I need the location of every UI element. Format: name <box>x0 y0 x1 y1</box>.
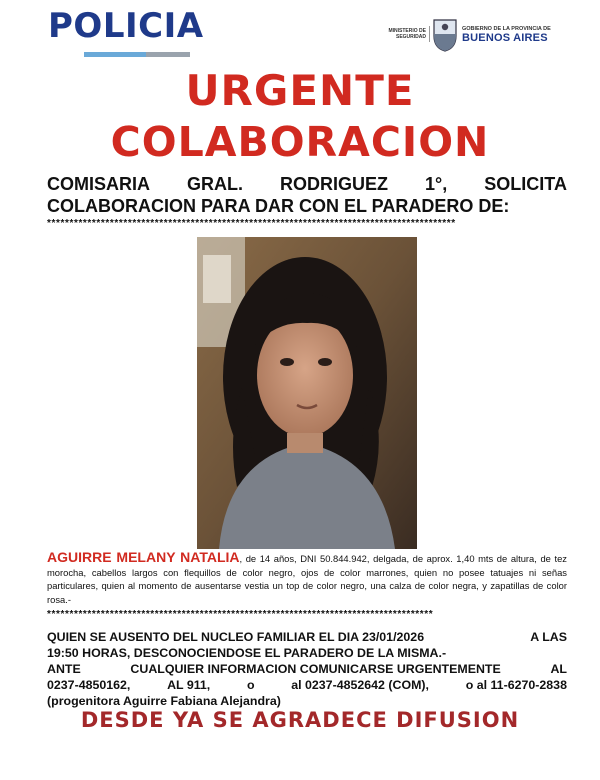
person-description <box>47 551 567 606</box>
info-line-1 <box>47 630 567 646</box>
intro-line-2: COLABORACION PARA DAR CON EL PARADERO DE: <box>47 196 510 216</box>
ministry-label: MINISTERIO DE SEGURIDAD <box>388 28 426 40</box>
phone-text: al 0237-4852642 (COM), <box>291 678 429 692</box>
intro-word: COMISARIA <box>47 174 150 194</box>
footer-thanks: DESDE YA SE AGRADECE DIFUSION <box>80 708 520 732</box>
policia-logo-text: POLICIA <box>48 6 204 46</box>
intro-line-1 <box>47 173 567 195</box>
logo-divider <box>429 26 430 42</box>
info-text: CUALQUIER INFORMACION COMUNICARSE URGENTEMENTE <box>130 662 501 676</box>
missing-person-photo <box>197 237 417 549</box>
provincial-shield-icon <box>432 16 458 52</box>
intro-word: GRAL. <box>187 174 244 194</box>
government-label: GOBIERNO DE LA PROVINCIA DE <box>462 26 551 32</box>
logo-stripe-gray <box>146 52 190 57</box>
info-line-3 <box>47 662 567 678</box>
province-label: BUENOS AIRES <box>462 32 548 44</box>
info-text: A LAS <box>530 630 567 644</box>
person-name: AGUIRRE MELANY NATALIA <box>47 549 240 565</box>
person-details: , de 14 años, DNI 50.844.942, delgada, de aprox. 1,40 mts de altura, de tez morocha, cabellos largos con flequillos de color negro, ojos de color marrones, quien no posee tatuajes ni señas particulares, quien al momento de ausentarse vestia un top de color negro, una calza de color negra, y zapatillas de color rosa.- <box>47 553 567 605</box>
info-line-2: 19:50 HORAS, DESCONOCIENDOSE EL PARADERO DE LA MISMA.- <box>47 646 447 660</box>
phone-text: 0237-4850162, <box>47 678 131 692</box>
title-colaboracion: COLABORACION <box>110 118 490 166</box>
info-line-5: (progenitora Aguirre Fabiana Alejandra) <box>47 694 281 708</box>
intro-word: 1°, <box>425 174 448 194</box>
info-text: ANTE <box>47 662 81 676</box>
info-line-4 <box>47 678 567 694</box>
separator-stars-2: ************************************************************************************** <box>47 609 434 620</box>
phone-text: AL 911, <box>167 678 211 692</box>
title-urgente: URGENTE <box>185 66 415 115</box>
intro-word: RODRIGUEZ <box>280 174 389 194</box>
separator-stars: ******************************************************************************************* <box>47 218 456 229</box>
info-text: QUIEN SE AUSENTO DEL NUCLEO FAMILIAR EL DIA 23/01/2026 <box>47 630 425 644</box>
intro-word: SOLICITA <box>484 174 567 194</box>
phone-text: o al 11-6270-2838 <box>465 678 567 692</box>
phone-text: o <box>246 678 255 692</box>
policia-logo <box>48 6 204 60</box>
government-logo <box>388 14 558 54</box>
logo-stripe-light <box>84 52 146 57</box>
info-text: AL <box>550 662 567 676</box>
